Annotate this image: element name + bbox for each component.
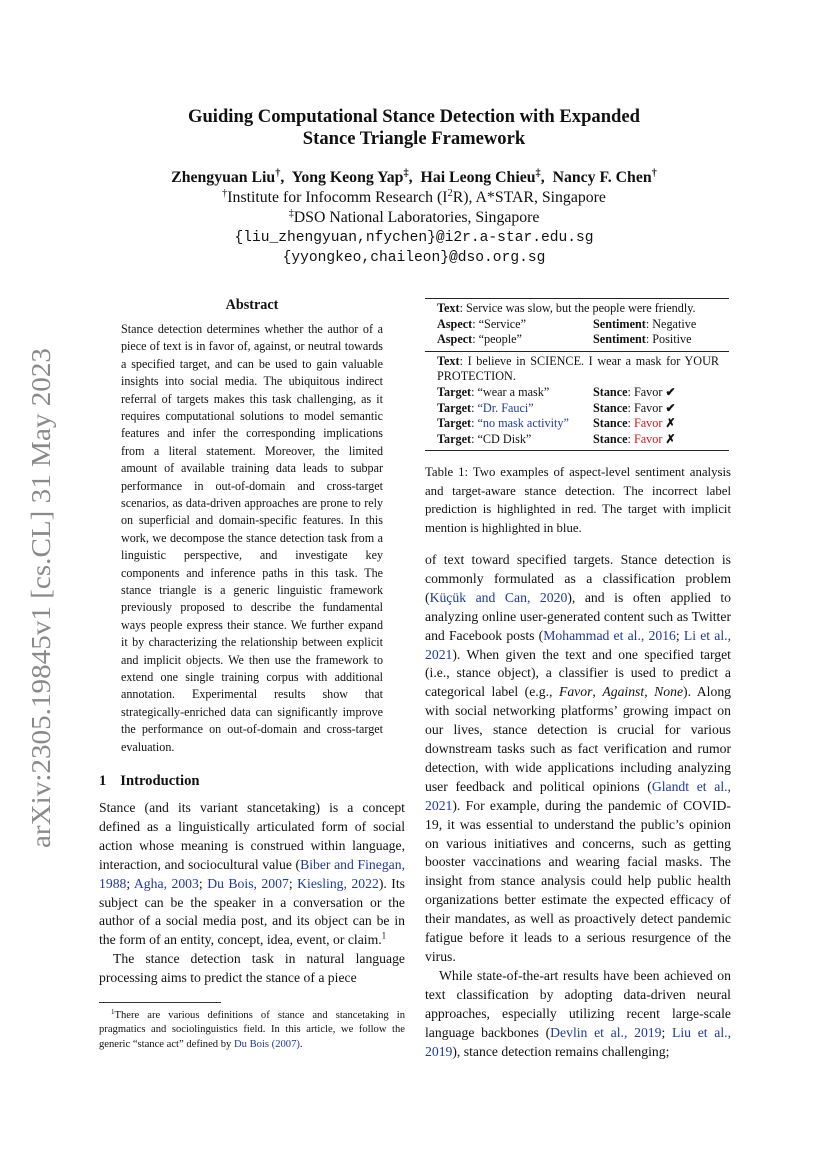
author-names: Zhengyuan Liu†, Yong Keong Yap‡, Hai Leong Chieu‡, Nancy F. Chen† [171, 167, 657, 186]
intro-paragraph-1: Stance (and its variant stancetaking) is a concept defined as a linguistically articulated form of social action whose meaning is construed within language, interaction, and sociocultural value (Biber and Finegan, 1988; Agha, 2003; Du Bois, 2007; Kiesling, 2022). Its subject can be the speaker in a conversation or the author of a social media post, and its object can be in the form of an entity, concept, idea, event, or claim.$^1$ [99, 799, 405, 948]
table-caption: Table 1: Two examples of aspect-level sentiment analysis and target-aware stance detection. The incorrect label prediction is highlighted in red. The target with implicit mention is highlighted in blue. [425, 465, 731, 535]
paper-title [150, 106, 678, 150]
title-line-2: Stance Triangle Framework [302, 128, 526, 149]
author-name: Yong Keong Yap [291, 169, 404, 186]
affiliation-1: †Institute for Infocomm Research $(I^2R)$, A*STAR, Singapore [222, 187, 606, 206]
citation-link[interactable]: Kiesling, 2022 [297, 875, 379, 891]
example-text: Text: I believe in SCIENCE. I wear a mask for YOUR PROTECTION. [437, 353, 719, 384]
example-text: Text: Service was slow, but the people were friendly. [437, 301, 696, 315]
author-name: Zhengyuan Liu [171, 169, 276, 186]
author-name: Hai Leong Chieu [420, 169, 536, 186]
check-icon: ✔ [665, 400, 676, 415]
table-row: Aspect: “Service” Sentiment: Negative [437, 316, 697, 331]
email-line-1: {liu_zhengyuan,nfychen}@i2r.a-star.edu.sg [234, 230, 594, 246]
example-1 [425, 299, 729, 351]
citation-link[interactable]: Agha, 2003 [133, 875, 199, 891]
citation-link[interactable]: Du Bois, 2007 [207, 875, 289, 891]
arxiv-identifier [20, 346, 60, 850]
section-heading: 1 Introduction [99, 773, 200, 790]
table-row: Target: “Dr. Fauci” Stance: Favor ✔ [437, 400, 676, 415]
intro-paragraph-2: The stance detection task in natural language processing aims to predict the stance of a piece [99, 951, 405, 986]
citation-link[interactable]: Devlin et al., 2019 [550, 1024, 662, 1040]
arxiv-id-text: arXiv:2305.19845v1 [cs.CL] 31 May 2023 [26, 384, 56, 848]
example-2 [425, 351, 729, 451]
citation-link[interactable]: Li et al., 2021 [425, 627, 731, 662]
right-column [425, 298, 731, 1061]
body-paragraph-1: of text toward specified targets. Stance detection is commonly formulated as a classification problem (Küçük and Can, 2020), and is often applied to analyzing online user-generated content such as Twitter and Facebook posts (Mohammad et al., 2016; Li et al., 2021). When given the text and one specified target (i.e., stance object), a classifier is used to predict a categorical label (e.g., Favor, Against, None). Along with social networking platforms’ growing impact on our lives, stance detection is crucial for various downstream tasks such as fact verification and rumor detection, with wide applications including analyzing user feedback and political opinions (Glandt et al., 2021). For example, during the pandemic of COVID-19, it was essential to understand the public’s opinion on various initiatives and concerns, such as getting booster vaccinations and wearing facial masks. The insight from stance analysis could help public health organizations better estimate the expected efficacy of their mandates, as well as proactively detect pandemic fatigue before it leads to a serious resurgence of the virus. [425, 551, 732, 964]
citation-link[interactable]: Biber and Finegan, 1988 [99, 856, 405, 891]
table-row: Target: “CD Disk” Stance: Favor ✗ [437, 431, 676, 446]
table-row: Aspect: “people” Sentiment: Positive [437, 332, 692, 347]
title-line-1: Guiding Computational Stance Detection with Expanded [188, 106, 640, 127]
author-name: Nancy F. Chen [552, 169, 652, 186]
cross-icon: ✗ [665, 431, 676, 446]
citation-link[interactable]: Glandt et al., 2021 [425, 778, 731, 813]
footnote: $^1$There are various definitions of stance and stancetaking in pragmatics and sociolinguistics field. In this article, we follow the generic “stance act” defined by Du Bois (2007). [99, 1007, 405, 1050]
footnote-marker[interactable]: 1 [381, 930, 387, 941]
check-icon: ✔ [665, 384, 676, 399]
affiliation-2: ‡DSO National Laboratories, Singapore [288, 207, 540, 226]
citation-link[interactable]: Mohammad et al., 2016 [543, 627, 676, 643]
citation-link[interactable]: Küçük and Can, 2020 [429, 589, 568, 605]
table-row: Target: “no mask activity” Stance: Favor ✗ [437, 416, 676, 431]
body-paragraph-2: While state-of-the-art results have been achieved on text classification by adopting data-driven neural approaches, especially utilizing recent large-scale language backbones (Devlin et al., 2019; Liu et al., 2019), stance detection remains challenging; [425, 967, 732, 1059]
left-column [99, 296, 405, 1052]
abstract-heading: Abstract [225, 297, 279, 313]
cross-icon: ✗ [665, 416, 676, 431]
author-block [120, 168, 708, 268]
footnote-divider [99, 1002, 221, 1003]
abstract-body: Stance detection determines whether the author of a piece of text is in favor of, against, or neutral towards a specified target, and can be used to gain valuable insights into social media. The ubiquitous indirect referral of targets makes this task challenging, as it requires computational solutions to model semantic features and infer the corresponding implications from a literal statement. Moreover, the limited amount of available training data leads to subpar performance in out-of-domain and cross-target scenarios, as data-driven approaches are prone to rely on superficial and domain-specific features. In this work, we decompose the stance detection task from a linguistic perspective, and investigate key components and inference paths in this task. The stance triangle is a generic linguistic framework previously proposed to describe the fundamental ways people express their stance. We further expand it by characterizing the relationship between explicit and implicit objects. We then use the framework to extend one single training corpus with additional annotation. Experimental results show that strategically-enriched data can significantly improve the performance on out-of-domain and cross-target evaluation. [121, 321, 383, 754]
table-row: Target: “wear a mask” Stance: Favor ✔ [437, 384, 676, 399]
email-line-2: {yyongkeo,chaileon}@dso.org.sg [282, 250, 546, 266]
table-1 [425, 298, 729, 451]
citation-link[interactable]: Du Bois (2007) [234, 1038, 300, 1050]
citation-link[interactable]: Liu et al., 2019 [425, 1024, 732, 1059]
